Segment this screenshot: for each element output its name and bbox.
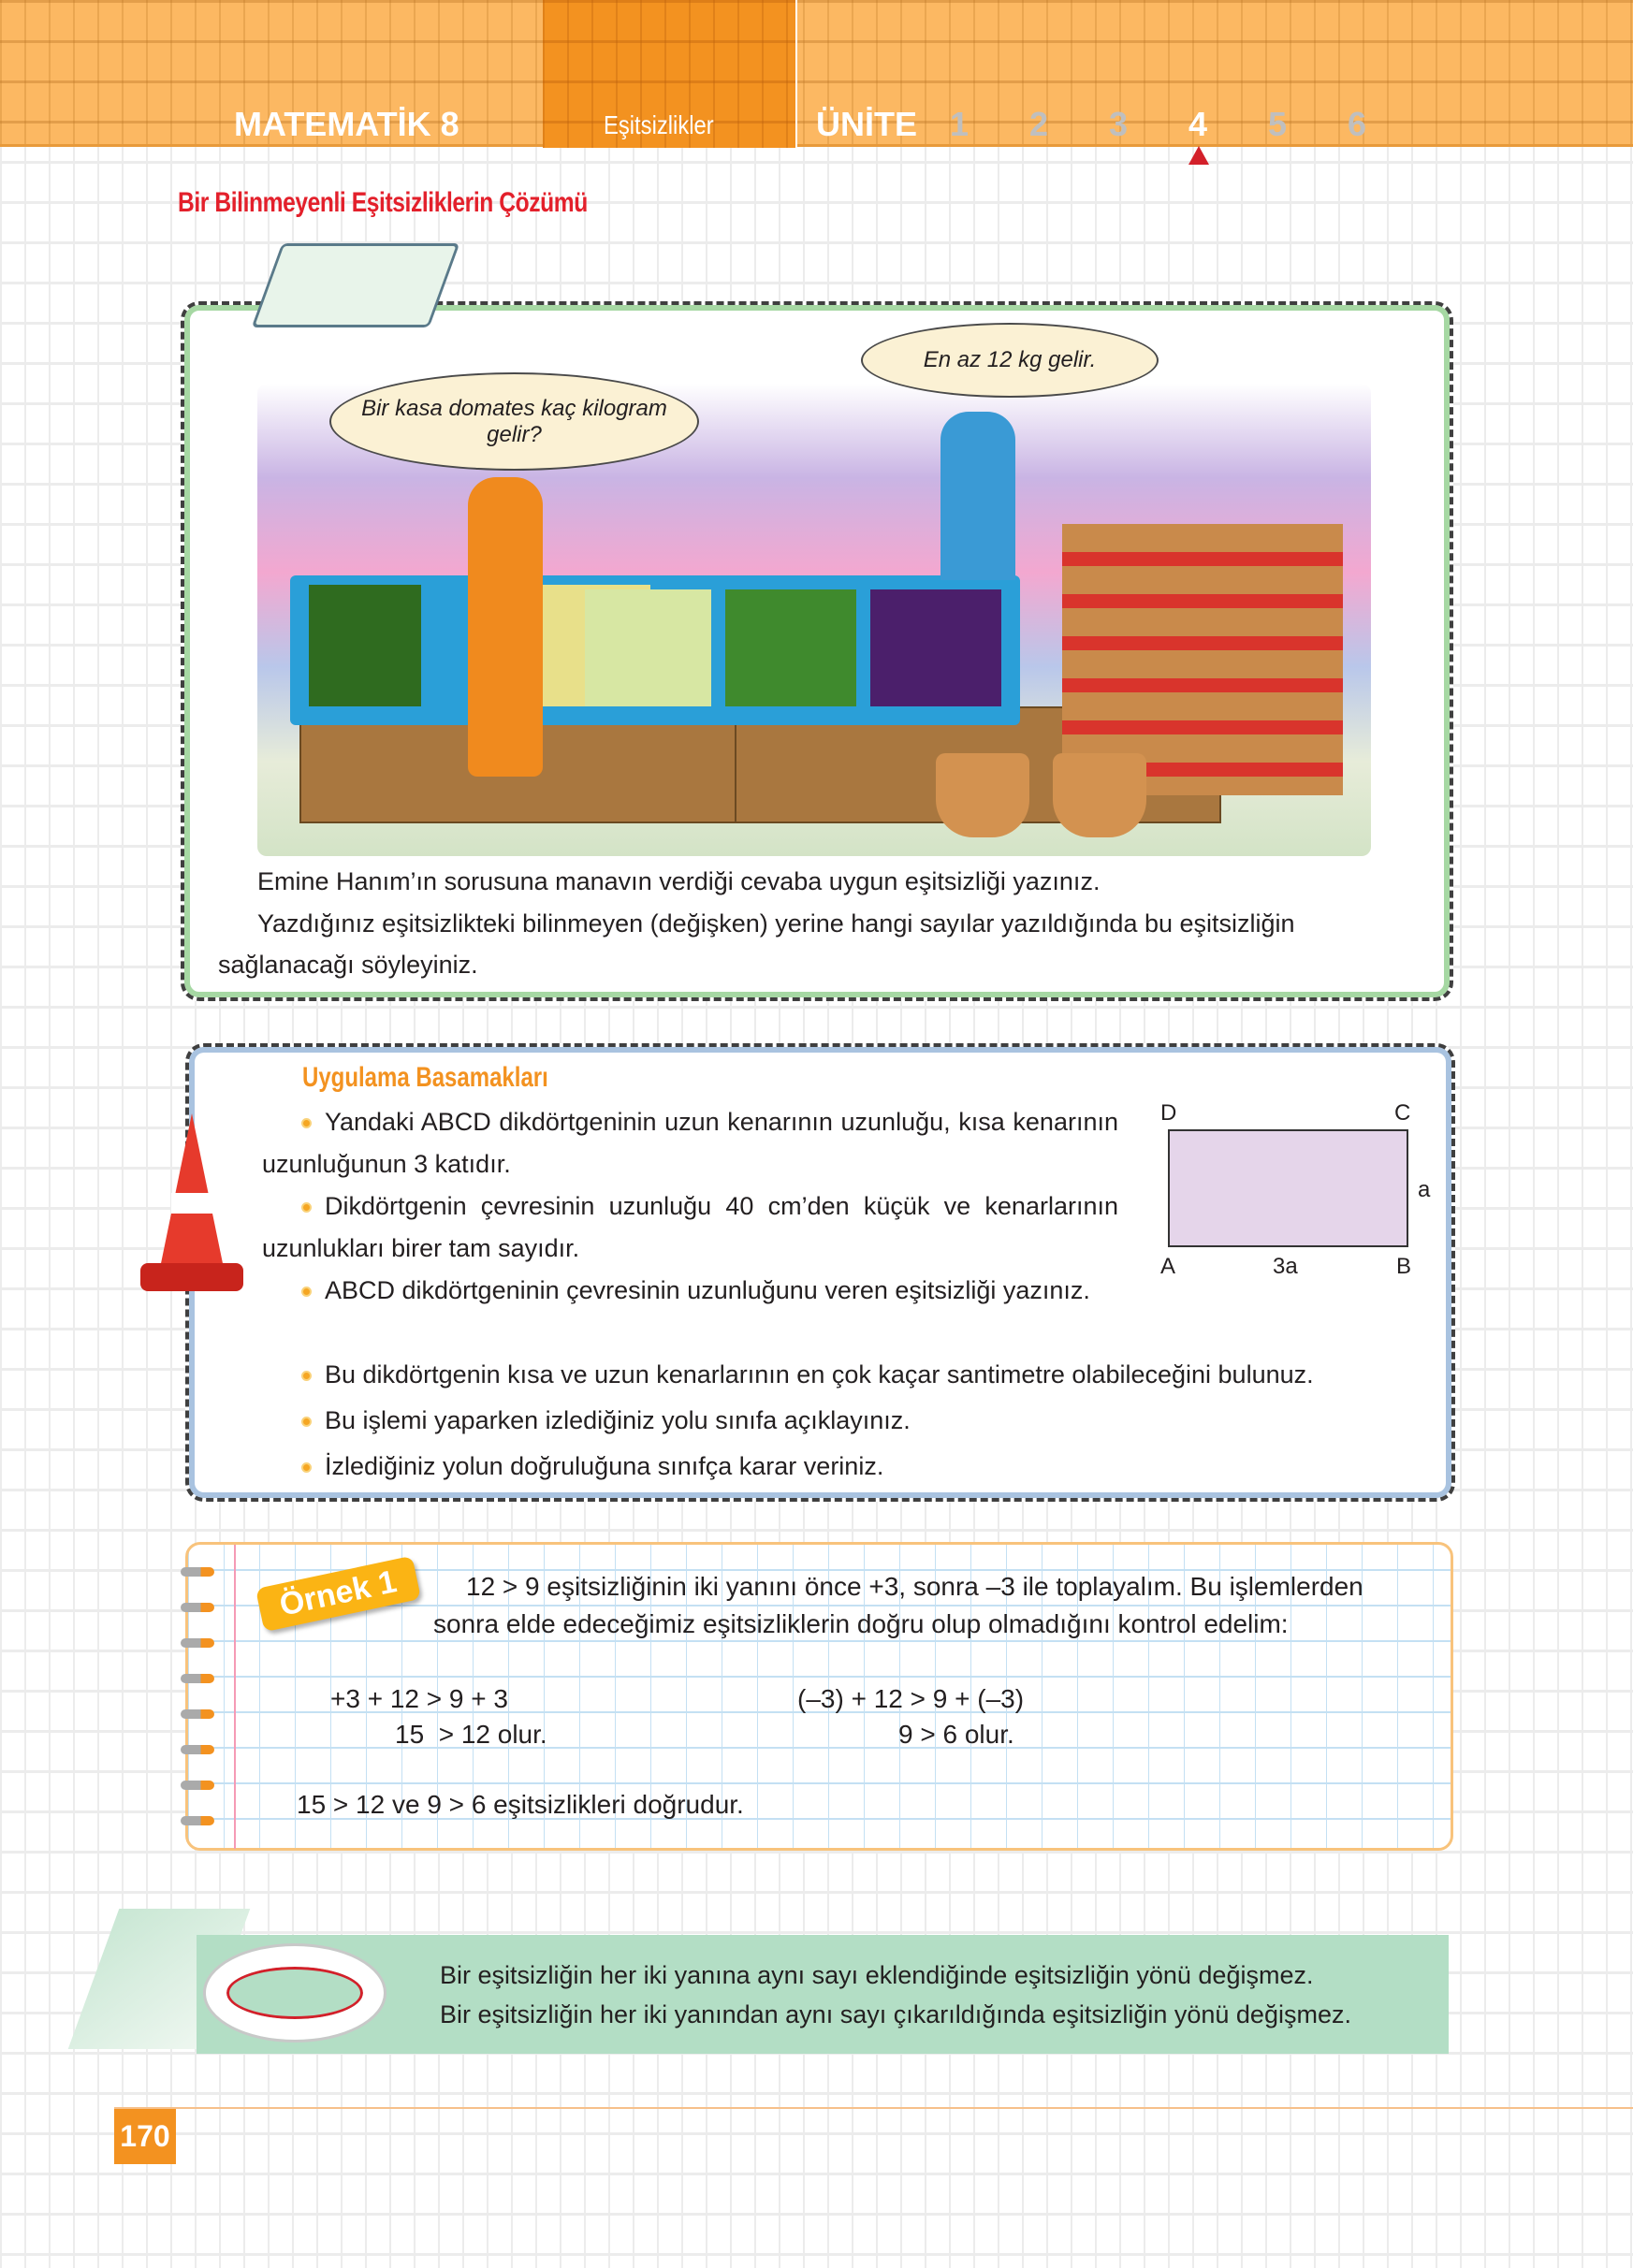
open-book-icon bbox=[252, 243, 460, 327]
unit-5: 5 bbox=[1268, 105, 1288, 143]
bullet-icon bbox=[301, 1118, 312, 1128]
chapter-title: Eşitsizlikler bbox=[604, 110, 714, 139]
unit-4-active: 4 bbox=[1188, 105, 1208, 143]
vertex-b: B bbox=[1396, 1254, 1412, 1279]
step-text: Bu işlemi yaparken izlediğiniz yolu sınıfa açıklayınız. bbox=[325, 1406, 911, 1434]
bullet-icon bbox=[301, 1287, 312, 1297]
traffic-cone-icon bbox=[140, 1113, 243, 1301]
vertex-d: D bbox=[1160, 1100, 1177, 1126]
example-left-line-1: +3 + 12 > 9 + 3 bbox=[330, 1684, 508, 1713]
unit-3: 3 bbox=[1109, 105, 1129, 143]
basket bbox=[1053, 753, 1146, 837]
example-intro-1: 12 > 9 eşitsizliğinin iki yanını önce +3, sonra –3 ile toplayalım. Bu işlemlerden bbox=[466, 1572, 1363, 1601]
speech-bubble-seller: En az 12 kg gelir. bbox=[861, 323, 1159, 398]
vertex-c: C bbox=[1394, 1100, 1411, 1126]
vertex-a: A bbox=[1160, 1254, 1176, 1279]
rectangle-abcd-diagram bbox=[1168, 1129, 1408, 1247]
page-number: 170 bbox=[114, 2109, 176, 2164]
unit-1: 1 bbox=[950, 105, 970, 143]
cucumbers bbox=[309, 585, 421, 706]
example-badge: Örnek 1 bbox=[255, 1556, 421, 1632]
step-item bbox=[301, 1446, 883, 1488]
example-intro-2: sonra elde edeceğimiz eşitsizliklerin doğru olup olmadığını kontrol edelim: bbox=[433, 1609, 1289, 1638]
seller-figure bbox=[940, 412, 1015, 580]
bullet-icon bbox=[301, 1462, 312, 1473]
basket bbox=[936, 753, 1029, 837]
spiral-ring-icon bbox=[181, 1781, 214, 1790]
unit-label: ÜNİTE bbox=[816, 105, 917, 143]
example-conclusion: 15 > 12 ve 9 > 6 eşitsizlikleri doğrudur. bbox=[297, 1790, 744, 1819]
leeks bbox=[585, 589, 711, 706]
watermelons bbox=[725, 589, 856, 706]
footer-line bbox=[114, 2107, 1633, 2109]
bullet-icon bbox=[301, 1371, 312, 1381]
example-right-line-1: (–3) + 12 > 9 + (–3) bbox=[797, 1684, 1025, 1713]
rule-line-1: Bir eşitsizliğin her iki yanına aynı sayı eklendiğinde eşitsizliğin yönü değişmez. bbox=[440, 1961, 1314, 1989]
spiral-ring-icon bbox=[181, 1638, 214, 1648]
activity-question-1: Emine Hanım’ın sorusuna manavın verdiği cevaba uygun eşitsizliği yazınız. bbox=[257, 867, 1101, 895]
spiral-ring-icon bbox=[181, 1567, 214, 1577]
step-text: Bu dikdörtgenin kısa ve uzun kenarlarının en çok kaçar santimetre olabileceğini bulunuz. bbox=[325, 1360, 1314, 1388]
step-item bbox=[301, 1354, 1314, 1396]
step-text: Yandaki ABCD dikdörtgeninin uzun kenarının uzunluğu, kısa kenarının uzunluğunun 3 katıdır. bbox=[262, 1108, 1118, 1178]
customer-figure bbox=[468, 477, 543, 777]
unit-2: 2 bbox=[1029, 105, 1049, 143]
example-left-line-2: 15 > 12 olur. bbox=[395, 1720, 547, 1749]
speech-bubble-customer: Bir kasa domates kaç kilogram gelir? bbox=[329, 372, 699, 471]
lifebuoy-icon bbox=[206, 1946, 384, 2040]
bullet-icon bbox=[301, 1417, 312, 1427]
side-label-short: a bbox=[1418, 1177, 1431, 1202]
spiral-ring-icon bbox=[181, 1674, 214, 1683]
activity-question-2: Yazdığınız eşitsizlikteki bilinmeyen (değişken) yerine hangi sayılar yazıldığında bu eşitsizliğin sağlanacağı söyleyiniz. bbox=[218, 909, 1295, 979]
side-label-long: 3a bbox=[1273, 1254, 1298, 1279]
spiral-ring-icon bbox=[181, 1745, 214, 1754]
step-item bbox=[262, 1101, 1118, 1185]
bullet-icon bbox=[301, 1202, 312, 1213]
unit-6: 6 bbox=[1348, 105, 1367, 143]
spiral-ring-icon bbox=[181, 1816, 214, 1825]
book-title: MATEMATİK 8 bbox=[234, 105, 459, 143]
eggplants bbox=[870, 589, 1001, 706]
notebook-margin-line bbox=[234, 1545, 236, 1849]
example-right-line-2: 9 > 6 olur. bbox=[898, 1720, 1014, 1749]
section-title: Bir Bilinmeyenli Eşitsizliklerin Çözümü bbox=[178, 187, 588, 218]
step-item bbox=[301, 1400, 911, 1442]
rule-line-2: Bir eşitsizliğin her iki yanından aynı sayı çıkarıldığında eşitsizliğin yönü değişmez. bbox=[440, 2000, 1351, 2028]
step-text: ABCD dikdörtgeninin çevresinin uzunluğunu veren eşitsizliği yazınız. bbox=[325, 1276, 1090, 1304]
spiral-ring-icon bbox=[181, 1709, 214, 1719]
active-unit-marker-icon bbox=[1188, 146, 1209, 165]
step-text: Dikdörtgenin çevresinin uzunluğu 40 cm’den küçük ve kenarlarının uzunlukları birer tam sayıdır. bbox=[262, 1192, 1118, 1262]
step-item bbox=[262, 1270, 1118, 1312]
steps-title: Uygulama Basamakları bbox=[302, 1062, 548, 1093]
step-text: İzlediğiniz yolun doğruluğuna sınıfça karar veriniz. bbox=[325, 1452, 884, 1480]
step-item bbox=[262, 1185, 1118, 1270]
spiral-ring-icon bbox=[181, 1603, 214, 1612]
